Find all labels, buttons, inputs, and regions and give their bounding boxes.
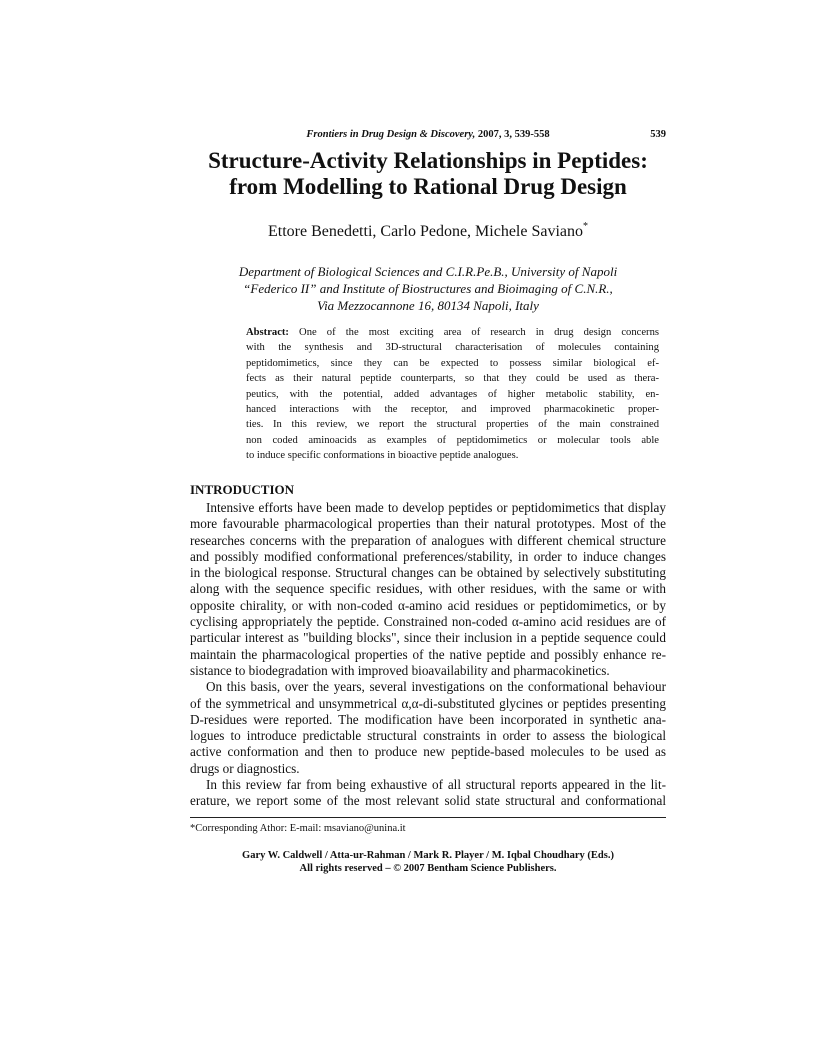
abstract-line: ties. In this review, we report the structural properties of the main constrained <box>246 419 659 431</box>
abstract-line: Abstract: One of the most exciting area of research in drug design concerns <box>246 327 659 338</box>
abstract-line: peptidomimetics, since they can be expected to possess similar biological ef- <box>246 357 659 369</box>
section-heading-introduction: INTRODUCTION <box>190 482 295 497</box>
body-line: in the biological response. Structural changes can be obtained by selectively substituting <box>190 565 666 581</box>
body-line: cyclising appropriately the peptide. Constrained non-coded α-amino acid residues are of <box>190 614 666 630</box>
body-line: maintain the pharmacological properties of the native peptide and possibly enhance re- <box>190 646 666 662</box>
body-line: particular interest as "building blocks", since their inclusion in a peptide sequence could <box>190 630 666 646</box>
body-line: more favourable pharmacological properties than their natural prototypes. Most of the <box>190 516 666 532</box>
body-line: On this basis, over the years, several investigations on the conformational behaviour <box>206 679 666 695</box>
body-line: along with the sequence specific residues, with other residues, with the same or with <box>190 581 666 597</box>
affiliation-line-2: “Federico II” and Institute of Biostructures and Bioimaging of C.N.R., <box>243 281 613 296</box>
copyright-line: All rights reserved – © 2007 Bentham Science Publishers. <box>299 862 557 874</box>
corresponding-author-footnote: *Corresponding Athor: E-mail: msaviano@unina.it <box>190 823 406 834</box>
author-names: Ettore Benedetti, Carlo Pedone, Michele Saviano <box>267 223 584 240</box>
abstract-line: to induce specific conformations in bioactive peptide analogues. <box>246 450 519 462</box>
body-line: erature, we report some of the most relevant solid state structural and conformational <box>190 793 666 809</box>
affiliation-line-1: Department of Biological Sciences and C.I.R.Pe.B., University of Napoli <box>238 264 618 279</box>
journal-name: Frontiers in Drug Design & Discovery, <box>306 129 476 140</box>
volume-pages: 2007, 3, 539-558 <box>475 129 550 140</box>
editors-line: Gary W. Caldwell / Atta-ur-Rahman / Mark R. Player / M. Iqbal Choudhary (Eds.) <box>242 850 614 861</box>
body-line: drugs or diagnostics. <box>190 760 300 776</box>
title-line-1: Structure-Activity Relationships in Peptides: <box>208 148 648 173</box>
affiliation <box>190 263 666 314</box>
abstract-line: fects as their natural peptide counterparts, so that they could be used as thera- <box>246 373 659 385</box>
body-line: opposite chirality, or with non-coded α-amino acid residues or peptidomimetics, or by <box>190 597 666 613</box>
publisher-imprint <box>190 850 666 875</box>
affiliation-line-3: Via Mezzocannone 16, 80134 Napoli, Italy <box>317 298 539 313</box>
body-line: logues to introduce predictable structural constraints in order to assess the biological <box>190 728 666 744</box>
body-line: and possibly modified conformational preferences/stability, in order to induce changes <box>190 548 666 564</box>
title-line-2: from Modelling to Rational Drug Design <box>229 174 627 199</box>
abstract-line: hanced interactions with the receptor, and improved pharmacokinetic proper- <box>246 404 659 416</box>
author-list <box>160 222 696 242</box>
journal-citation <box>190 128 666 141</box>
body-line: active conformation and then to produce new peptide-based molecules to be used as <box>190 744 666 760</box>
abstract-line: non coded aminoacids as examples of peptidomimetics or molecular tools able <box>246 434 659 446</box>
article-title <box>160 148 696 200</box>
abstract-label: Abstract: <box>246 327 289 338</box>
abstract-line: peutics, with the potential, added advantages of higher metabolic stability, en- <box>246 388 659 400</box>
corresponding-author-marker: * <box>583 221 589 232</box>
body-line: sistance to biodegradation with improved bioavailability and pharmacokinetics. <box>190 662 610 678</box>
abstract <box>246 325 659 464</box>
footnote-divider <box>190 817 666 818</box>
body-line: researches concerns with the preparation of analogues with different chemical structure <box>190 532 666 548</box>
body-line: of the symmetrical and unsymmetrical α,α-di-substituted glycines or peptides presenting <box>190 695 666 711</box>
body-line: D-residues were reported. The modification have been incorporated in synthetic ana- <box>190 711 666 727</box>
body-line: In this review far from being exhaustive of all structural reports appeared in the lit- <box>206 777 666 793</box>
page-number: 539 <box>650 129 666 140</box>
introduction-body <box>190 500 666 810</box>
body-line: Intensive efforts have been made to develop peptides or peptidomimetics that display <box>206 500 666 515</box>
abstract-line: with the synthesis and 3D-structural characterisation of molecules containing <box>246 342 659 354</box>
